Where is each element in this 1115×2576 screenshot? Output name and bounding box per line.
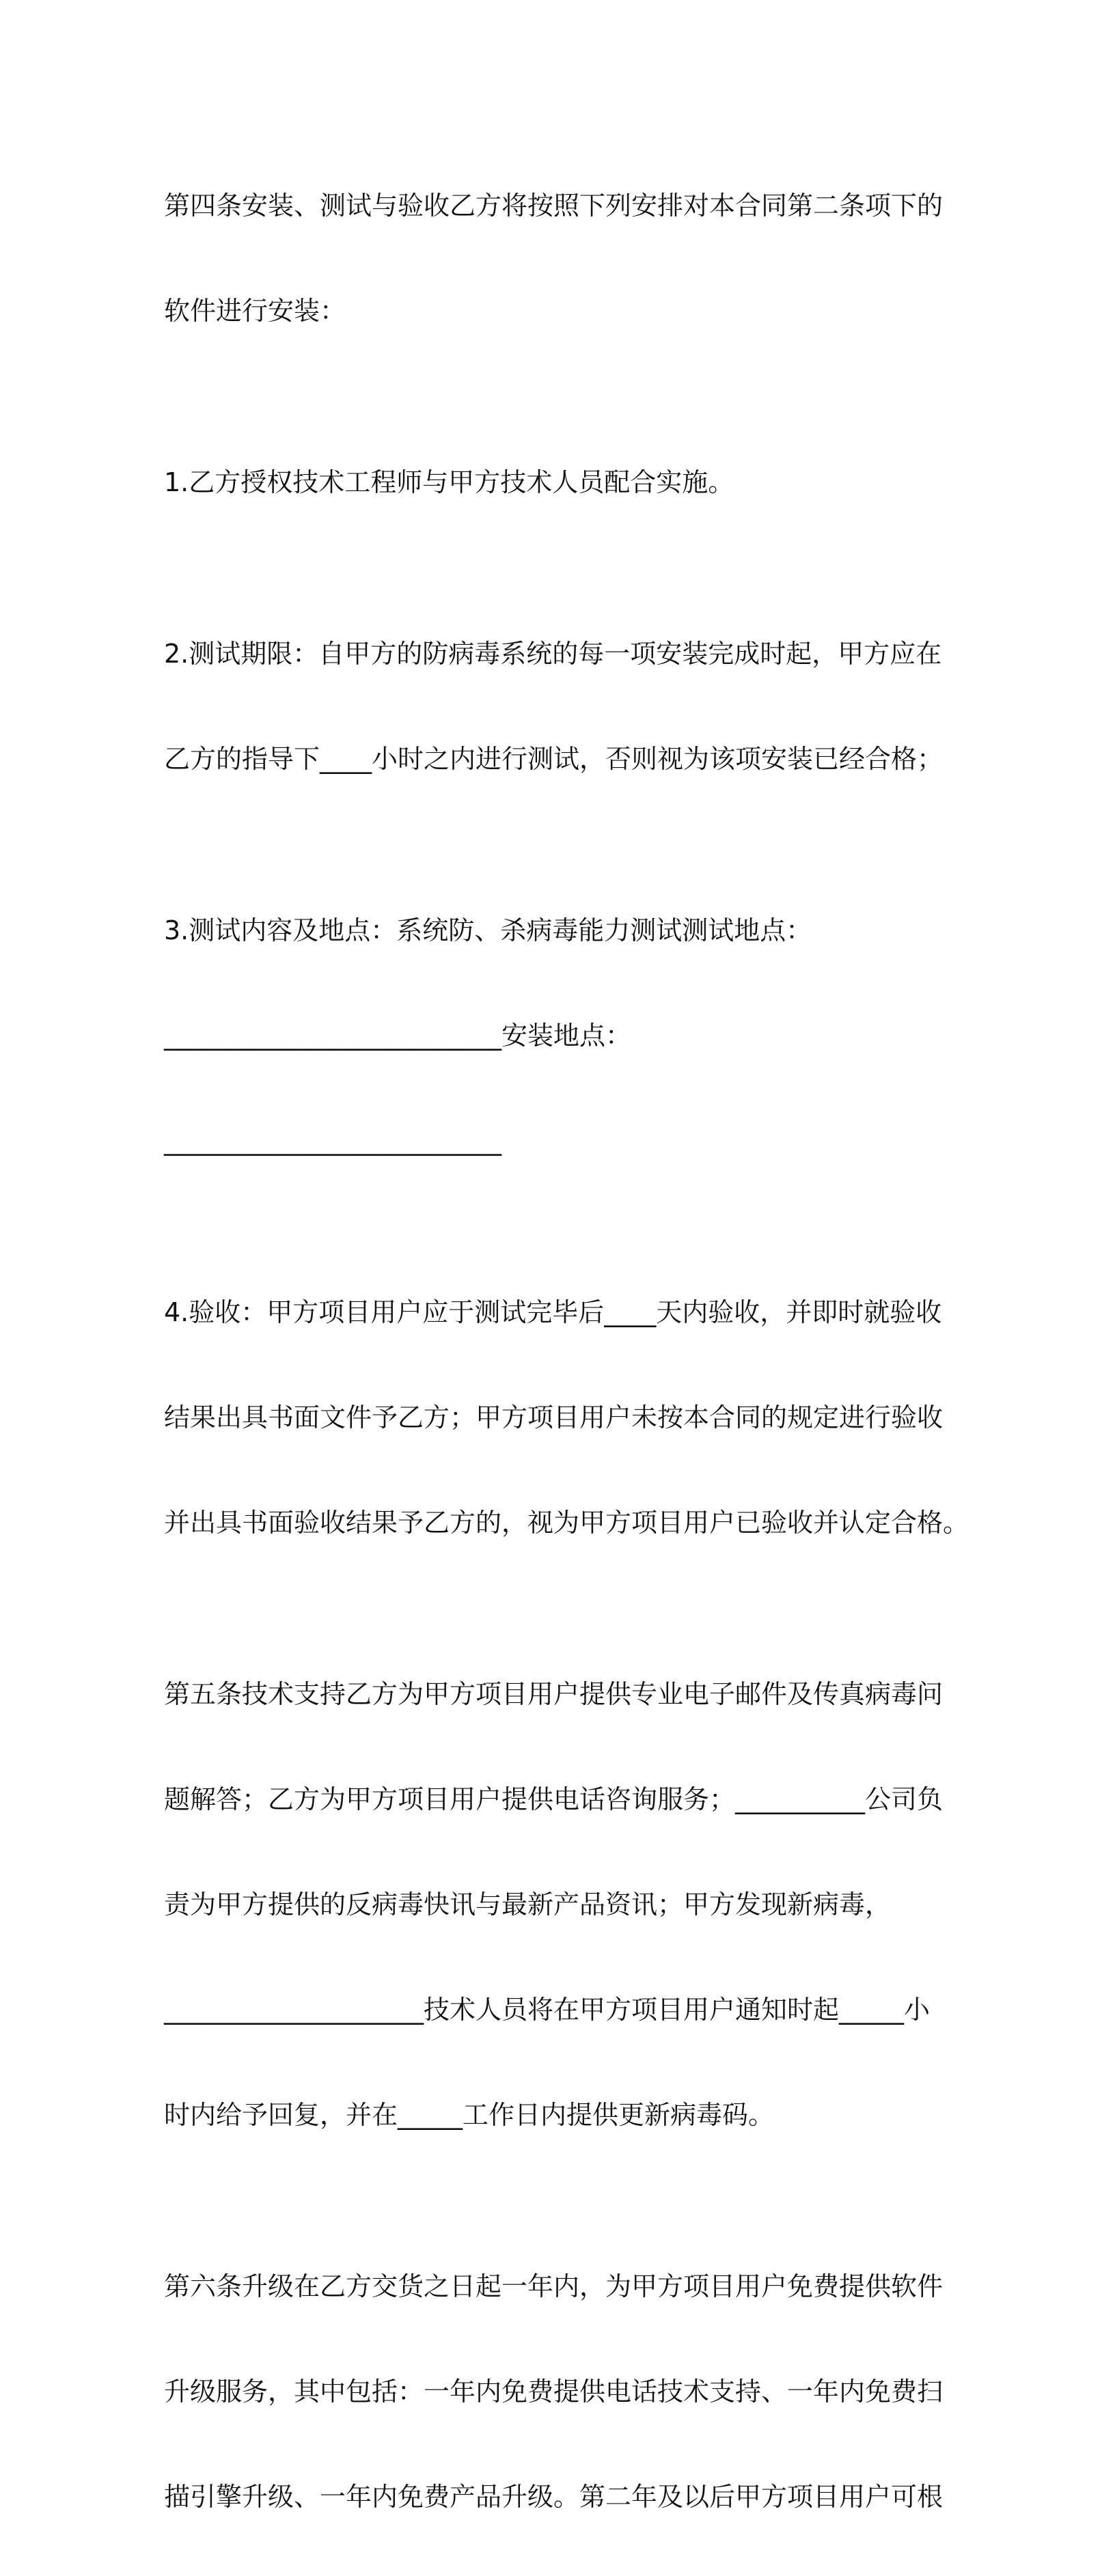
paragraph-item-3	[164, 852, 950, 1220]
text-line: 乙方的指导下____小时之内进行测试，否则视为该项安装已经合格；	[164, 744, 944, 774]
text-line: 1.乙方授权技术工程师与甲方技术人员配合实施。	[164, 467, 734, 497]
text-line: 软件进行安装：	[164, 296, 346, 326]
text-line: 题解答；乙方为甲方项目用户提供电话咨询服务；__________公司负	[164, 1784, 944, 1814]
text-line: 第六条升级在乙方交货之日起一年内，为甲方项目用户免费提供软件	[164, 2271, 944, 2301]
text-line: 3.测试内容及地点：系统防、杀病毒能力测试测试地点：	[164, 915, 812, 945]
text-line: 第四条安装、测试与验收乙方将按照下列安排对本合同第二条项下的	[164, 191, 944, 221]
text-line: ____________________技术人员将在甲方项目用户通知时起_____小	[164, 1995, 931, 2025]
paragraph-item-2	[164, 575, 950, 838]
text-line: 结果出具书面文件予乙方；甲方项目用户未按本合同的规定进行验收	[164, 1402, 944, 1432]
text-line: 升级服务，其中包括：一年内免费提供电话技术支持、一年内免费扫	[164, 2377, 944, 2407]
paragraph-article-5	[164, 1616, 950, 2194]
text-line: 第五条技术支持乙方为甲方项目用户提供专业电子邮件及传真病毒问	[164, 1679, 944, 1709]
paragraph-article-4	[164, 127, 950, 390]
paragraph-item-1	[164, 404, 950, 562]
text-line: 责为甲方提供的反病毒快讯与最新产品资讯；甲方发现新病毒，	[164, 1889, 892, 1920]
text-line: 2.测试期限：自甲方的防病毒系统的每一项安装完成时起，甲方应在	[164, 639, 942, 669]
document-body	[164, 127, 969, 2576]
text-line: 时内给予回复，并在_____工作日内提供更新病毒码。	[164, 2100, 775, 2130]
text-line: 并出具书面验收结果予乙方的，视为甲方项目用户已验收并认定合格。	[164, 1508, 969, 1538]
paragraph-article-6	[164, 2208, 950, 2576]
text-line: __________________________安装地点：	[164, 1021, 632, 1051]
text-line: 4.验收：甲方项目用户应于测试完毕后____天内验收，并即时就验收	[164, 1297, 942, 1327]
paragraph-item-4	[164, 1234, 969, 1602]
text-line: 描引擎升级、一年内免费产品升级。第二年及以后甲方项目用户可根	[164, 2482, 944, 2512]
text-line: __________________________	[164, 1126, 501, 1156]
